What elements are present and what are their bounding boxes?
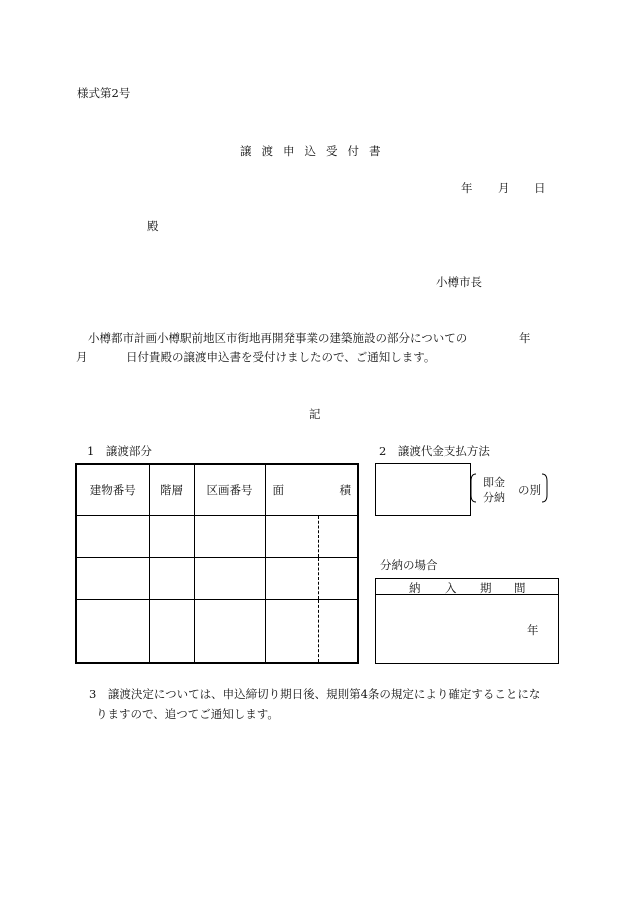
table-cell (194, 516, 265, 558)
form-number: 様式第2号 (77, 86, 131, 100)
note-line-2: りますので、追つてご通知します。 (96, 707, 279, 721)
option-brace-right (540, 472, 548, 504)
column-header: 面 (272, 483, 284, 497)
option-lump-sum: 即金 (483, 476, 505, 489)
date-year: 年 (461, 181, 473, 195)
ki-label: 記 (309, 407, 321, 421)
period-header-char: 入 (445, 581, 457, 595)
issuer: 小樽市長 (436, 275, 482, 289)
column-header: 階層 (149, 464, 194, 516)
table-row (76, 600, 358, 663)
table-row (76, 558, 358, 600)
period-header (376, 579, 558, 595)
note-line-1: 3 譲渡決定については、申込締切り期日後、規則第4条の規定により確定することにな (89, 687, 541, 701)
table-row (76, 516, 358, 558)
section2-heading: 2 譲渡代金支払方法 (379, 444, 490, 458)
period-header-char: 納 (409, 581, 421, 595)
option-installment: 分納 (483, 491, 505, 504)
addressee-suffix: 殿 (147, 219, 159, 233)
table-cell (149, 600, 194, 663)
table-cell (194, 600, 265, 663)
area-cell (265, 516, 358, 558)
table-cell (149, 558, 194, 600)
option-suffix: の別 (518, 483, 541, 497)
period-year: 年 (527, 623, 539, 637)
body-month: 月 (76, 350, 88, 364)
transfer-parts-table (75, 463, 359, 664)
table-cell (194, 558, 265, 600)
column-header: 積 (339, 483, 351, 497)
installment-period-box (375, 578, 559, 664)
period-header-char: 間 (514, 581, 526, 595)
installment-heading: 分納の場合 (380, 558, 438, 572)
body-year: 年 (519, 331, 531, 345)
table-cell (76, 600, 149, 663)
payment-method-box (375, 463, 471, 516)
body-line-1: 小樽都市計画小樽駅前地区市街地再開発事業の建築施設の部分についての (88, 331, 468, 345)
section1-heading: 1 譲渡部分 (87, 444, 152, 458)
document-title: 譲渡申込受付書 (240, 144, 391, 158)
date-month: 月 (498, 181, 510, 195)
table-header-row (76, 464, 358, 516)
column-header: 区画番号 (194, 464, 265, 516)
column-header: 建物番号 (76, 464, 149, 516)
body-line-2: 日付貴殿の譲渡申込書を受付けましたので、ご通知します。 (126, 350, 436, 364)
area-cell (265, 558, 358, 600)
table-cell (76, 516, 149, 558)
date-day: 日 (534, 181, 546, 195)
period-header-char: 期 (480, 581, 492, 595)
table-cell (76, 558, 149, 600)
table-cell (149, 516, 194, 558)
area-cell (265, 600, 358, 663)
area-header (265, 464, 358, 516)
